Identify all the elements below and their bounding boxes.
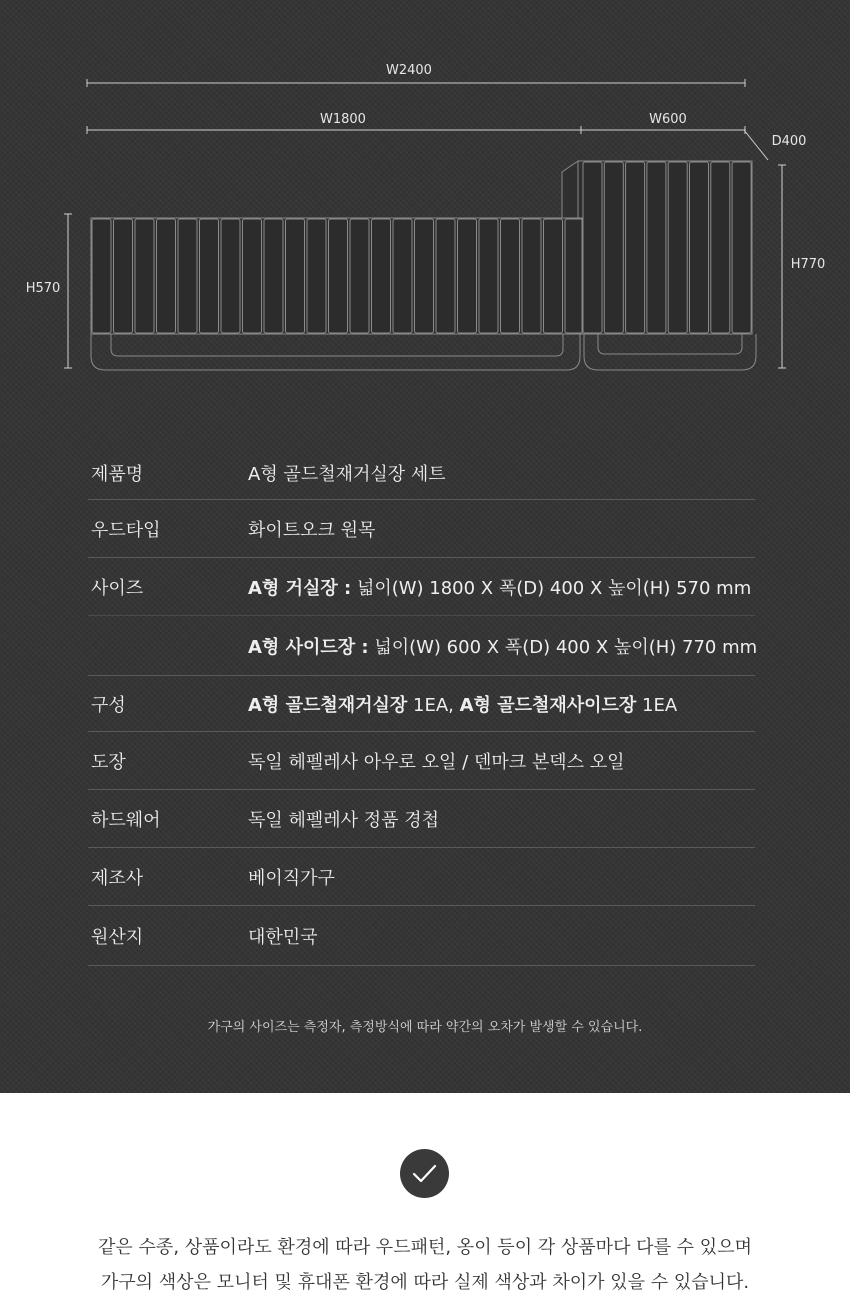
slat — [711, 162, 730, 333]
slat — [565, 219, 584, 333]
spec-key: 우드타입 — [91, 519, 161, 541]
slat — [350, 219, 369, 333]
slat — [436, 219, 455, 333]
spec-value-bold: A형 골드철재거실장 — [248, 694, 408, 716]
slat — [626, 162, 645, 333]
spec-value-rest: 넓이(W) 1800 X 폭(D) 400 X 높이(H) 570 mm — [351, 577, 752, 599]
spec-value — [248, 633, 757, 659]
spec-value-rest: 1EA, — [407, 694, 460, 716]
spec-key: 도장 — [91, 751, 126, 773]
spec-value — [248, 691, 677, 717]
slat — [583, 162, 602, 333]
bottom-notice-line-1: 같은 수종, 상품이라도 환경에 따라 우드패턴, 옹이 등이 각 상품마다 다를 수 있으며 — [98, 1237, 752, 1258]
spec-row-size — [88, 558, 755, 616]
slat — [243, 219, 262, 333]
dim-main-height: H570 — [25, 281, 61, 296]
spec-value: 화이트오크 원목 — [248, 519, 376, 541]
slat — [668, 162, 687, 333]
slat — [135, 219, 154, 333]
spec-key: 제품명 — [91, 463, 144, 485]
spec-row-product-name — [88, 446, 755, 500]
slat — [286, 219, 305, 333]
spec-value-bold: A형 거실장 : — [248, 577, 352, 599]
check-icon — [400, 1149, 449, 1198]
spec-key: 하드웨어 — [91, 809, 161, 831]
slat — [415, 219, 434, 333]
slat — [372, 219, 391, 333]
spec-value: 베이직가구 — [248, 867, 335, 889]
slat — [114, 219, 133, 333]
slat — [264, 219, 283, 333]
slat — [307, 219, 326, 333]
spec-value: A형 골드철재거실장 세트 — [248, 463, 446, 485]
spec-key: 원산지 — [91, 926, 144, 948]
dim-main-width: W1800 — [320, 112, 366, 127]
spec-row-size-side — [88, 616, 758, 676]
slat — [732, 162, 751, 333]
spec-key: 사이즈 — [91, 577, 144, 599]
spec-row-wood-type — [88, 500, 755, 558]
dim-side-height: H770 — [790, 257, 826, 272]
size-note: 가구의 사이즈는 측정자, 측정방식에 따라 약간의 오차가 발생할 수 있습니다. — [207, 1020, 643, 1035]
slat — [200, 219, 219, 333]
spec-row-finish — [88, 732, 755, 790]
slat — [690, 162, 709, 333]
spec-value-bold-2: A형 골드철재사이드장 — [459, 694, 637, 716]
spec-table — [88, 446, 758, 966]
slat — [479, 219, 498, 333]
side-cabinet — [562, 161, 756, 370]
slat — [544, 219, 563, 333]
slat — [522, 219, 541, 333]
spec-key: 구성 — [91, 694, 126, 716]
slat — [157, 219, 176, 333]
slat — [221, 219, 240, 333]
slat — [501, 219, 520, 333]
spec-row-manufacturer — [88, 848, 755, 906]
slat — [393, 219, 412, 333]
slat — [647, 162, 666, 333]
spec-value: 독일 헤펠레사 아우로 오일 / 덴마크 본덱스 오일 — [248, 751, 625, 773]
spec-value — [248, 574, 751, 600]
spec-value-rest-2: 1EA — [636, 694, 678, 716]
dim-depth: D400 — [771, 134, 807, 149]
slat — [329, 219, 348, 333]
furniture-drawing — [0, 0, 850, 420]
slat — [604, 162, 623, 333]
spec-value: 대한민국 — [248, 926, 318, 948]
main-cabinet — [91, 218, 584, 370]
spec-row-composition — [88, 676, 755, 732]
spec-value-rest: 넓이(W) 600 X 폭(D) 400 X 높이(H) 770 mm — [368, 636, 758, 658]
spec-key: 제조사 — [91, 867, 144, 889]
spec-value: 독일 헤펠레사 정품 경첩 — [248, 809, 440, 831]
bottom-notice-line-2: 가구의 색상은 모니터 및 휴대폰 환경에 따라 실제 색상과 차이가 있을 수 있습니다. — [100, 1272, 750, 1293]
spec-row-origin — [88, 906, 755, 966]
dim-side-width: W600 — [649, 112, 687, 127]
slat — [92, 219, 111, 333]
dim-total-width: W2400 — [386, 63, 432, 78]
slat — [178, 219, 197, 333]
slat — [458, 219, 477, 333]
spec-value-bold: A형 사이드장 : — [248, 636, 369, 658]
spec-row-hardware — [88, 790, 755, 848]
